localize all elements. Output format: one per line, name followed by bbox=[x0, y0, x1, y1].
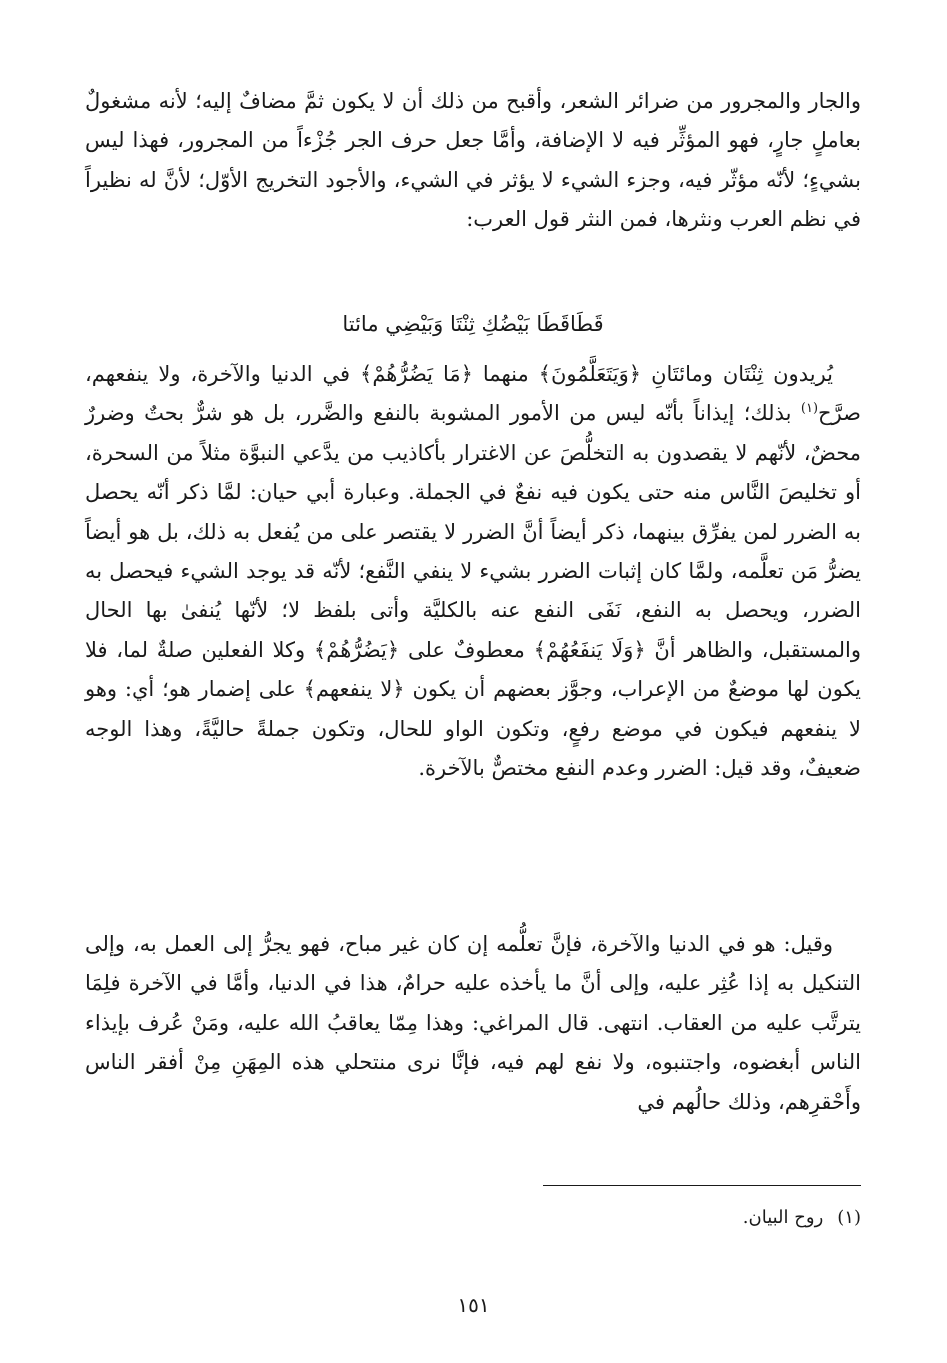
paragraph-closing bbox=[85, 925, 861, 1122]
footnote-reference: (١) bbox=[800, 401, 819, 417]
footnote bbox=[743, 1202, 861, 1234]
footnote-text: روح البيان. bbox=[742, 1207, 824, 1228]
paragraph-intro-text: والجار والمجرور من ضرائر الشعر، وأقبح من ذلك أن لا يكون ثمَّ مضافٌ إليه؛ لأنه مشغولٌ بعاملٍ جارٍ، فهو المؤثِّر فيه لا الإضافة، وأمَّا جعل حرف الجر جُزْءاً من المجرور، فهذا ليس بشيءٍ؛ لأنّه مؤثّر فيه، وجزء الشيء لا يؤثر في الشيء، والأجود التخريج الأوّل؛ لأنَّ له نظيراً في نظم العرب ونثرها، فمن النثر قول العرب: bbox=[85, 89, 861, 232]
paragraph-main-text bbox=[85, 355, 861, 788]
paragraph-main bbox=[85, 355, 861, 788]
paragraph-closing-text: وقيل: هو في الدنيا والآخرة، فإنَّ تعلُّمه إن كان غير مباح، فهو يجرُّ إلى العمل به، وإلى التنكيل به إذا عُثِر عليه، وإلى أنَّ ما يأخذه عليه حرامٌ، هذا في الدنيا، وأمَّا في الآخرة فلِمَا يترتَّب عليه من العقاب. انتهى. قال المراغي: وهذا مِمّا يعاقبُ الله عليه، ومَنْ عُرف بإيذاء الناس أبغضوه، واجتنبوه، ولا نفع لهم فيه، فإنَّا نرى منتحلي هذه المِهَنِ مِنْ أفقر الناس وأَحْقرِهم، وذلك حالُهم في bbox=[85, 932, 861, 1114]
page-number: ١٥١ bbox=[457, 1293, 490, 1317]
paragraph-main-rest: بذلك؛ إيذاناً بأنّه ليس من الأمور المشوبة بالنفع والضَّرر، بل هو شرٌّ بحتٌ وضررٌ محضٌ، لأنّهم لا يقصدون به التخلُّصَ عن الاغترار بأكاذيب من يدَّعي النبوَّة مثلاً من السحرة، أو تخليصَ النَّاس منه حتى يكون فيه نفعٌ في الجملة. وعبارة أبي حيان: لمَّا ذكر أنّه يحصل به الضرر لمن يفرِّق بينهما، ذكر أيضاً أنَّ الضرر لا يقتصر على من يُفعل به ذلك، بل هو أيضاً يضرُّ مَن تعلَّمه، ولمَّا كان إثبات الضرر بشيء لا ينفي النَّفع؛ لأنّه قد يوجد الشيء فيحصل به الضرر، ويحصل به النفع، نَفَى النفع عنه بالكليَّة وأتى بلفظ لا؛ لأنّها يُنفىٰ بها الحال والمستقبل، والظاهر أنَّ ﴿وَلَا يَنفَعُهُمْ﴾ معطوفٌ على ﴿يَضُرُّهُمْ﴾ وكلا الفعلين صلةٌ لما، فلا يكون لها موضعٌ من الإعراب، وجوَّز بعضهم أن يكون ﴿لا ينفعهم﴾ على إضمار هو؛ أي: وهو لا ينفعهم فيكون في موضع رفعٍ، وتكون الواو للحال، وتكون جملةً حاليَّةً، وهذا الوجه ضعيفٌ، وقد قيل: الضرر وعدم النفع مختصٌّ بالآخرة. bbox=[85, 401, 862, 781]
verse-line: قَطَاقَطَا بَيْضُكِ ثِنْتَا وَبَيْضِي مائتا bbox=[342, 312, 604, 336]
footnote-divider bbox=[543, 1185, 861, 1186]
paragraph-main-start: يُريدون ثِنْتَان ومائتَانِ ﴿وَيَتَعَلَّمُونَ﴾ منهما ﴿مَا يَضُرُّهُمْ﴾ في الدنيا والآخرة، ولا ينفعهم، صرَّح bbox=[85, 362, 861, 426]
paragraph-intro bbox=[85, 82, 861, 240]
footnote-number: (١) bbox=[837, 1207, 861, 1228]
